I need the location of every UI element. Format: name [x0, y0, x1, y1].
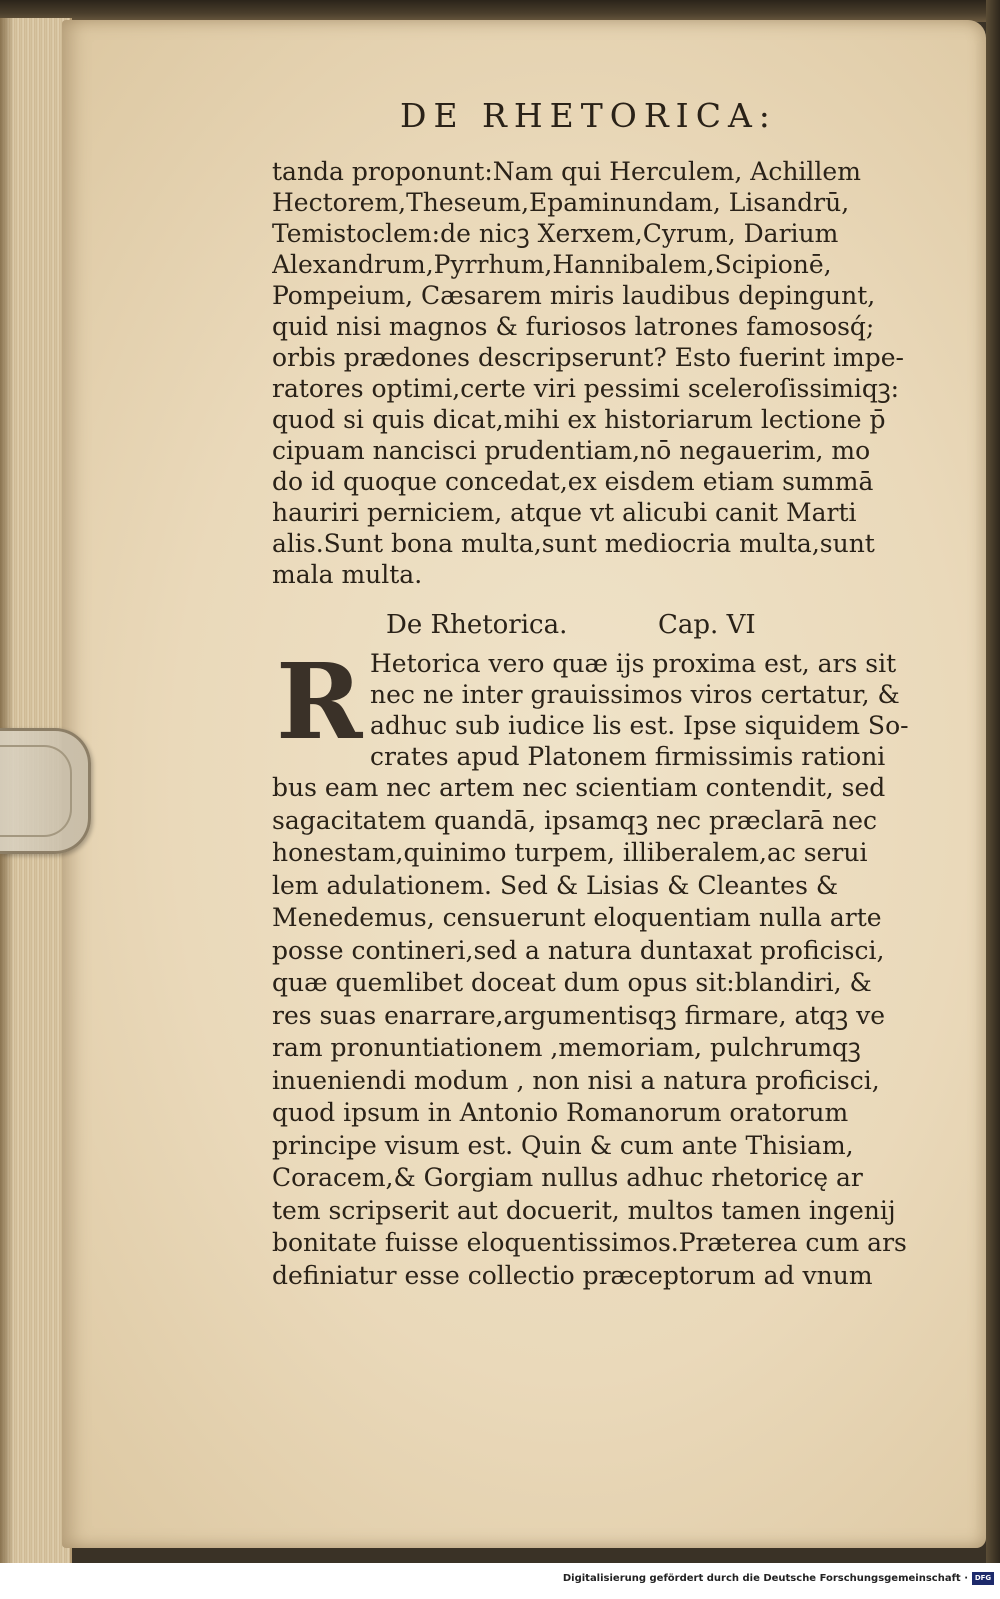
drop-initial: R: [276, 640, 363, 763]
text-line: tanda proponunt:Nam qui Herculem, Achillem: [272, 157, 861, 186]
text-line: quod si quis dicat,mihi ex historiarum lectione p̄: [272, 405, 886, 434]
scan-background-top: [0, 0, 1000, 22]
page-clip-inner: [0, 745, 72, 837]
text-line: orbis prædones descripserunt? Esto fuerint impe-: [272, 343, 904, 372]
chapter-title: De Rhetorica.: [386, 610, 568, 640]
text-line: ram pronuntiationem ,memoriam, pulchrumqꝫ: [272, 1033, 861, 1062]
text-line: Coracem,& Gorgiam nullus adhuc rhetoricę ar: [272, 1163, 863, 1192]
text-line: quod ipsum in Antonio Romanorum oratorum: [272, 1098, 849, 1127]
body-paragraph: [272, 772, 952, 1292]
text-line: posse contineri,sed a natura duntaxat proficisci,: [272, 935, 885, 965]
text-line: cipuam nancisci prudentiam,nō negauerim, mo: [272, 436, 871, 465]
text-line: Alexandrum,Pyrrhum,Hannibalem,Scipionē,: [272, 250, 832, 279]
text-line: do id quoque concedat,ex eisdem etiam summā: [272, 467, 874, 496]
text-line: alis.Sunt bona multa,sunt mediocria multa,sunt: [272, 529, 875, 558]
text-line: sagacitatem quandā, ipsamqꝫ nec præclarā nec: [272, 805, 878, 835]
text-line: Temistoclem:de nicꝫ Xerxem,Cyrum, Darium: [272, 219, 839, 248]
opening-paragraph: [272, 156, 952, 590]
text-line: inueniendi modum , non nisi a natura proficisci,: [272, 1065, 880, 1095]
text-line: definiatur esse collectio præceptorum ad vnum: [272, 1260, 873, 1290]
text-line: lem adulationem. Sed & Lisias & Cleantes &: [272, 870, 839, 900]
text-line: quid nisi magnos & furiosos latrones famososq́;: [272, 312, 875, 341]
text-line: nec ne inter grauissimos viros certatur, &: [370, 680, 900, 709]
text-line: crates apud Platonem firmissimis rationi: [370, 742, 886, 771]
text-line: Menedemus, censuerunt eloquentiam nulla arte: [272, 903, 882, 932]
digitization-footer: [0, 1563, 1000, 1599]
text-line: honestam,quinimo turpem, illiberalem,ac serui: [272, 838, 868, 867]
indented-paragraph: [370, 648, 950, 772]
text-line: ratores optimi,certe viri pessimi sceleroſissimiqꝫ:: [272, 374, 900, 403]
chapter-heading: [386, 610, 886, 640]
text-line: mala multa.: [272, 560, 423, 589]
text-line: bus eam nec artem nec scientiam contendit, sed: [272, 773, 886, 802]
funding-credit: Digitalisierung gefördert durch die Deutsche Forschungsgemeinschaft ·: [562, 1573, 968, 1584]
text-line: Pompeium, Cæsarem miris laudibus depingunt,: [272, 281, 876, 310]
text-line: bonitate fuisse eloquentissimos.Præterea cum ars: [272, 1228, 907, 1257]
page-clip: [0, 728, 91, 854]
text-line: adhuc sub iudice lis est. Ipse siquidem So-: [370, 711, 909, 740]
scan-background-right: [986, 0, 1000, 1599]
text-line: principe visum est. Quin & cum ante Thisiam,: [272, 1130, 854, 1160]
text-line: Hetorica vero quæ ijs proxima est, ars sit: [370, 649, 897, 678]
text-line: Hectorem,Theseum,Epaminundam, Lisandrū,: [272, 188, 850, 217]
chapter-number: Cap. VI: [658, 610, 756, 640]
text-line: res suas enarrare,argumentisqꝫ firmare, atqꝫ ve: [272, 1000, 886, 1030]
text-line: tem scripserit aut docuerit, multos tamen ingenij: [272, 1195, 896, 1225]
dfg-logo-icon: DFG: [972, 1572, 994, 1585]
running-heading: DE RHETORICA:: [400, 96, 777, 135]
text-line: hauriri perniciem, atque vt alicubi canit Marti: [272, 498, 857, 527]
text-line: quæ quemlibet doceat dum opus sit:blandiri, &: [272, 968, 872, 997]
